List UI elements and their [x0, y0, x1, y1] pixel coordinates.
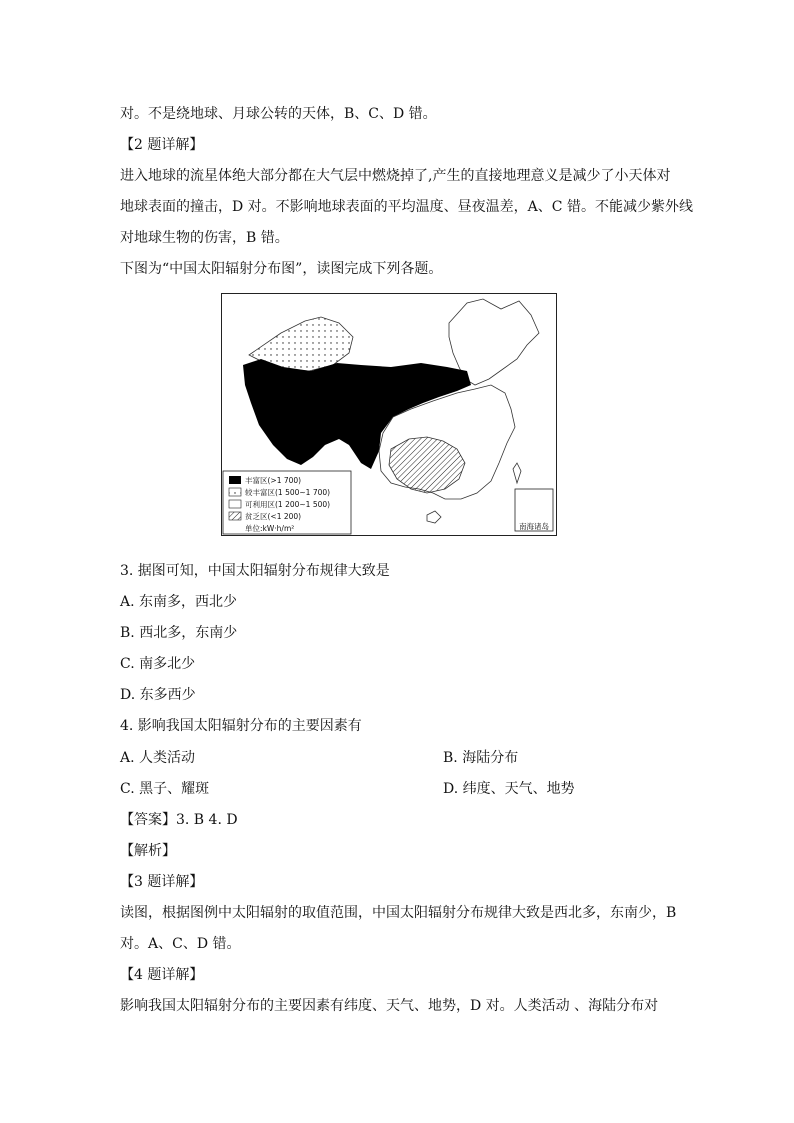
legend-swatch-white [229, 500, 241, 508]
legend-label: 贫乏区(<1 200) [245, 512, 302, 521]
q3-option-a: A. 东南多，西北少 [120, 594, 238, 610]
legend-swatch-rich [229, 476, 241, 484]
text-line: 对。A、C、D 错。 [120, 936, 241, 952]
figure-intro: 下图为“中国太阳辐射分布图”，读图完成下列各题。 [120, 261, 443, 277]
legend-label: 可利用区(1 200~1 500) [245, 500, 331, 509]
legend-label: 丰富区(>1 700) [245, 476, 302, 485]
question-3-stem: 3. 据图可知，中国太阳辐射分布规律大致是 [120, 563, 390, 579]
text-line: 对。不是绕地球、月球公转的天体，B、C、D 错。 [120, 106, 437, 122]
analysis-heading: 【解析】 [120, 843, 176, 859]
text-line: 进入地球的流星体绝大部分都在大气层中燃烧掉了,产生的直接地理意义是减少了小天体对 [120, 168, 671, 184]
china-solar-radiation-map [221, 293, 557, 536]
legend-label: 较丰富区(1 500~1 700) [245, 488, 331, 497]
text-line: 地球表面的撞击，D 对。不影响地球表面的平均温度、昼夜温差，A、C 错。不能减少紫外线 [120, 199, 693, 215]
detail-4-heading: 【4 题详解】 [120, 967, 204, 983]
q3-option-c: C. 南多北少 [120, 656, 196, 672]
q4-option-d: D. 纬度、天气、地势 [443, 781, 575, 797]
legend-swatch-hatch [229, 512, 241, 520]
text-line: 对地球生物的伤害，B 错。 [120, 230, 289, 246]
section-heading: 【2 题详解】 [120, 137, 204, 153]
question-4-stem: 4. 影响我国太阳辐射分布的主要因素有 [120, 718, 362, 734]
inset-label: 南海诸岛 [519, 522, 549, 531]
q3-option-b: B. 西北多，东南少 [120, 625, 238, 641]
detail-3-heading: 【3 题详解】 [120, 874, 204, 890]
q4-option-b: B. 海陆分布 [443, 750, 519, 766]
legend-unit: 单位:kW·h/m² [245, 524, 295, 533]
text-line: 读图，根据图例中太阳辐射的取值范围，中国太阳辐射分布规律大致是西北多，东南少，B [120, 905, 677, 921]
q4-option-c: C. 黑子、耀斑 [120, 781, 210, 797]
q3-option-d: D. 东多西少 [120, 687, 196, 703]
legend-swatch-dots [229, 488, 241, 496]
text-line: 影响我国太阳辐射分布的主要因素有纬度、天气、地势，D 对。人类活动 、海陆分布对 [120, 998, 659, 1014]
q4-option-a: A. 人类活动 [120, 750, 196, 766]
answer-line: 【答案】3. B 4. D [120, 812, 238, 828]
